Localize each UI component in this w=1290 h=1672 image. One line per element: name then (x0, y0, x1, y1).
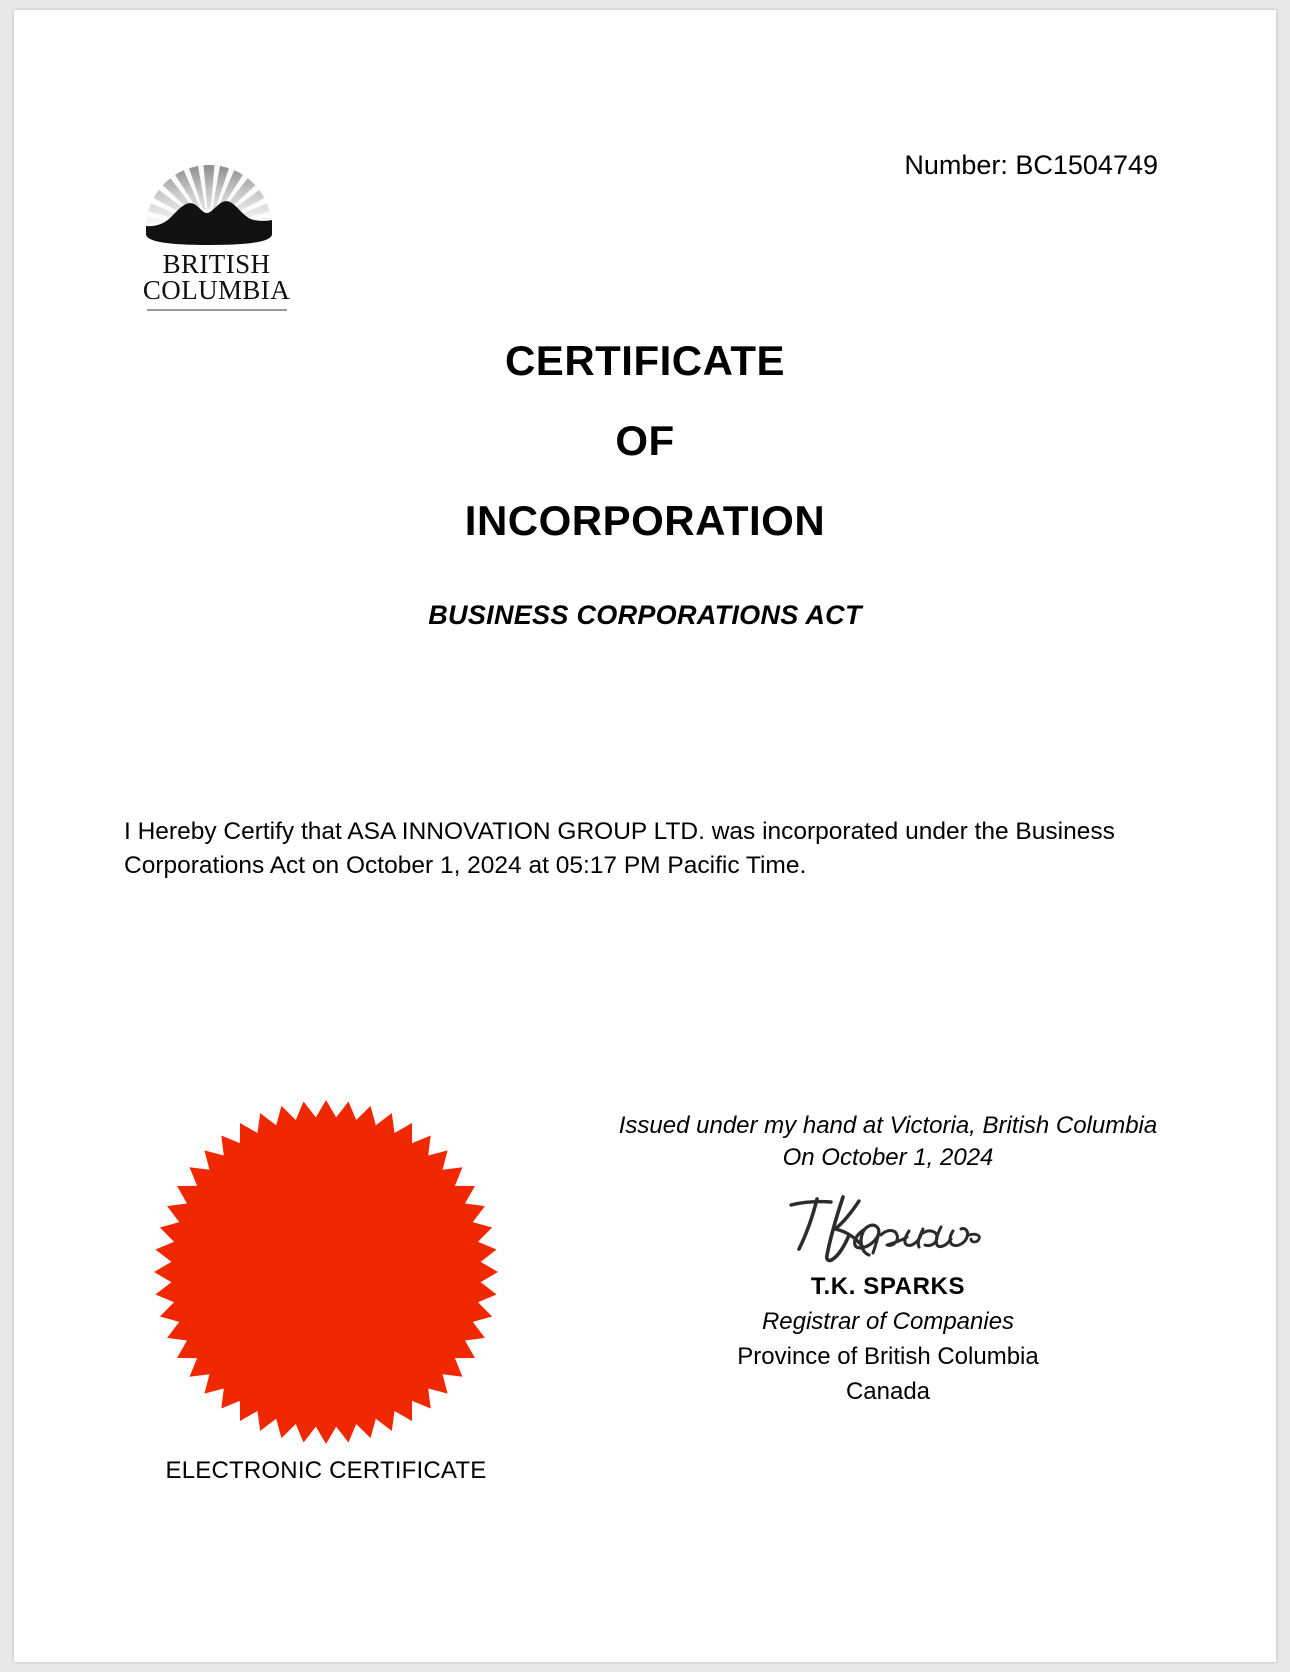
logo-underline (147, 309, 287, 311)
bc-sunburst-mountain-icon (134, 142, 284, 250)
signature-block (608, 1110, 1168, 1406)
title-line-certificate: CERTIFICATE (504, 337, 786, 384)
registrar-name: T.K. SPARKS (810, 1273, 966, 1301)
issued-location-line: Issued under my hand at Victoria, British Columbia (618, 1112, 1158, 1139)
seal-caption: ELECTRONIC CERTIFICATE (165, 1457, 487, 1484)
seal-block (132, 1100, 520, 1485)
title-line-of: OF (615, 417, 675, 464)
registrar-title: Registrar of Companies (761, 1308, 1015, 1336)
signature-image (608, 1189, 1168, 1267)
logo-line-1: BRITISH (162, 249, 271, 279)
certificate-page (14, 10, 1276, 1662)
logo-line-2: COLUMBIA (142, 274, 291, 305)
handwritten-signature-icon (773, 1189, 1003, 1267)
issued-date-line: On October 1, 2024 (782, 1143, 994, 1171)
bc-logo-wordmark (134, 249, 299, 305)
title-line-incorporation: INCORPORATION (464, 497, 826, 544)
title-block (14, 337, 1276, 631)
registrar-province: Province of British Columbia (737, 1343, 1039, 1371)
act-subtitle: BUSINESS CORPORATIONS ACT (428, 600, 862, 630)
electronic-seal-icon (146, 1100, 506, 1445)
registrar-country: Canada (845, 1378, 931, 1406)
certification-paragraph: I Hereby Certify that ASA INNOVATION GROUP LTD. was incorporated under the Business Corporations Act on October 1, 2024 at 05:17 PM Pacific Time. (124, 818, 1115, 879)
certificate-number: Number: BC1504749 (904, 150, 1158, 180)
bc-logo (134, 142, 299, 311)
